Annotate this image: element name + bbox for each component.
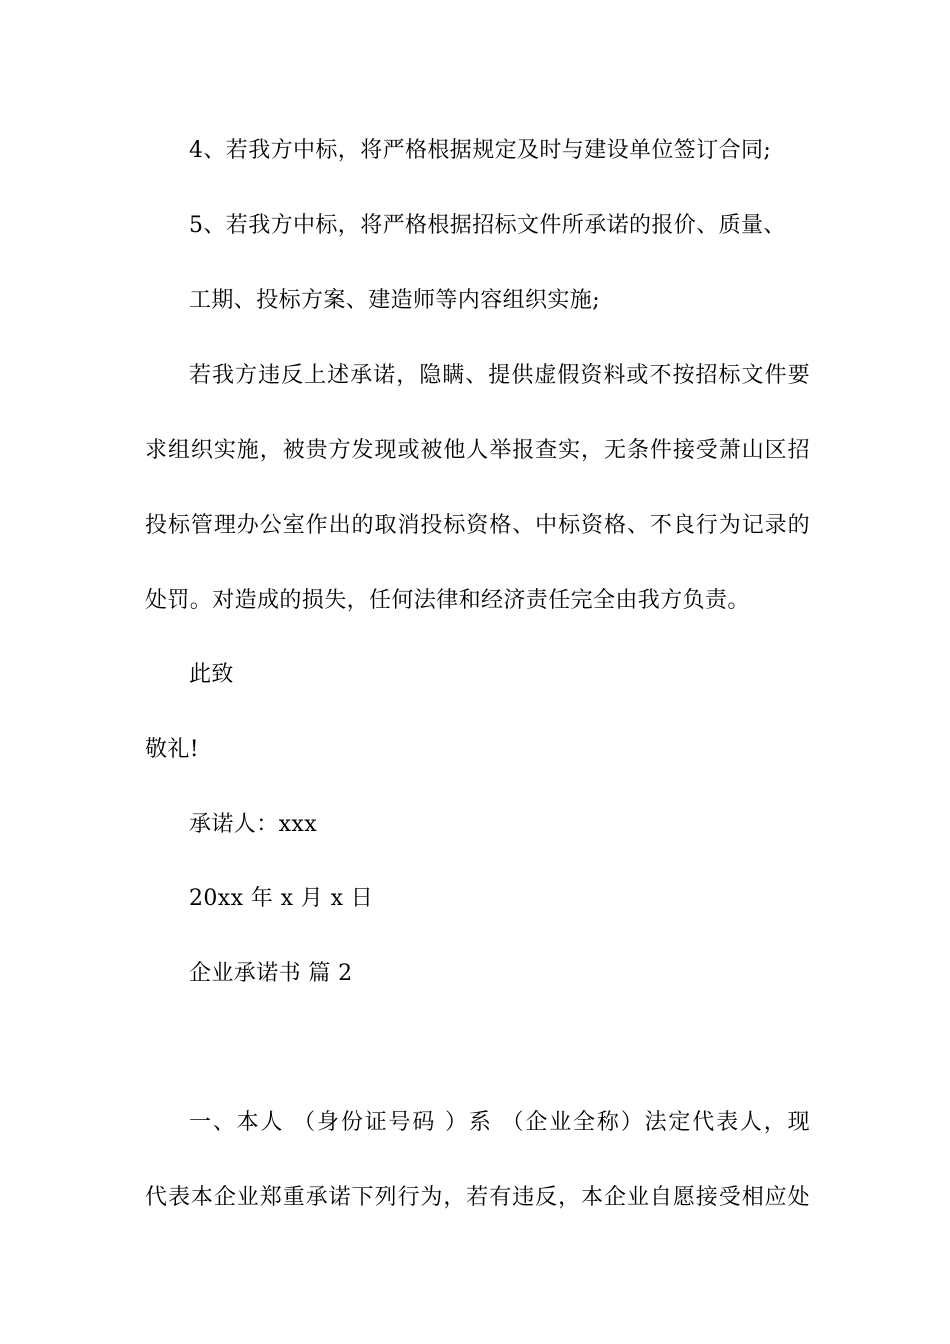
violation-paragraph-line-4: 处罚。对造成的损失，任何法律和经济责任完全由我方负责。 <box>145 588 750 613</box>
violation-paragraph-line-2: 求组织实施，被贵方发现或被他人举报查实，无条件接受萧山区招 <box>145 438 810 463</box>
section-heading: 企业承诺书 篇 2 <box>189 961 353 986</box>
violation-paragraph-line-1: 若我方违反上述承诺，隐瞒、提供虚假资料或不按招标文件要 <box>189 363 810 388</box>
closing-regards: 敬礼! <box>145 737 200 762</box>
paragraph-line-5-cont: 工期、投标方案、建造师等内容组织实施; <box>189 288 601 313</box>
paragraph-line-4: 4、若我方中标，将严格根据规定及时与建设单位签订合同; <box>189 138 772 163</box>
promisor-signature: 承诺人：xxx <box>189 812 318 837</box>
signature-date: 20xx 年 x 月 x 日 <box>189 886 374 911</box>
section-paragraph-line-2: 代表本企业郑重承诺下列行为，若有违反，本企业自愿接受相应处 <box>145 1185 810 1210</box>
closing-salutation: 此致 <box>189 662 234 687</box>
paragraph-line-5: 5、若我方中标，将严格根据招标文件所承诺的报价、质量、 <box>189 213 786 238</box>
section-paragraph-line-1: 一、本人 （身份证号码 ）系 （企业全称）法定代表人，现 <box>189 1110 810 1135</box>
violation-paragraph-line-3: 投标管理办公室作出的取消投标资格、中标资格、不良行为记录的 <box>145 513 810 538</box>
